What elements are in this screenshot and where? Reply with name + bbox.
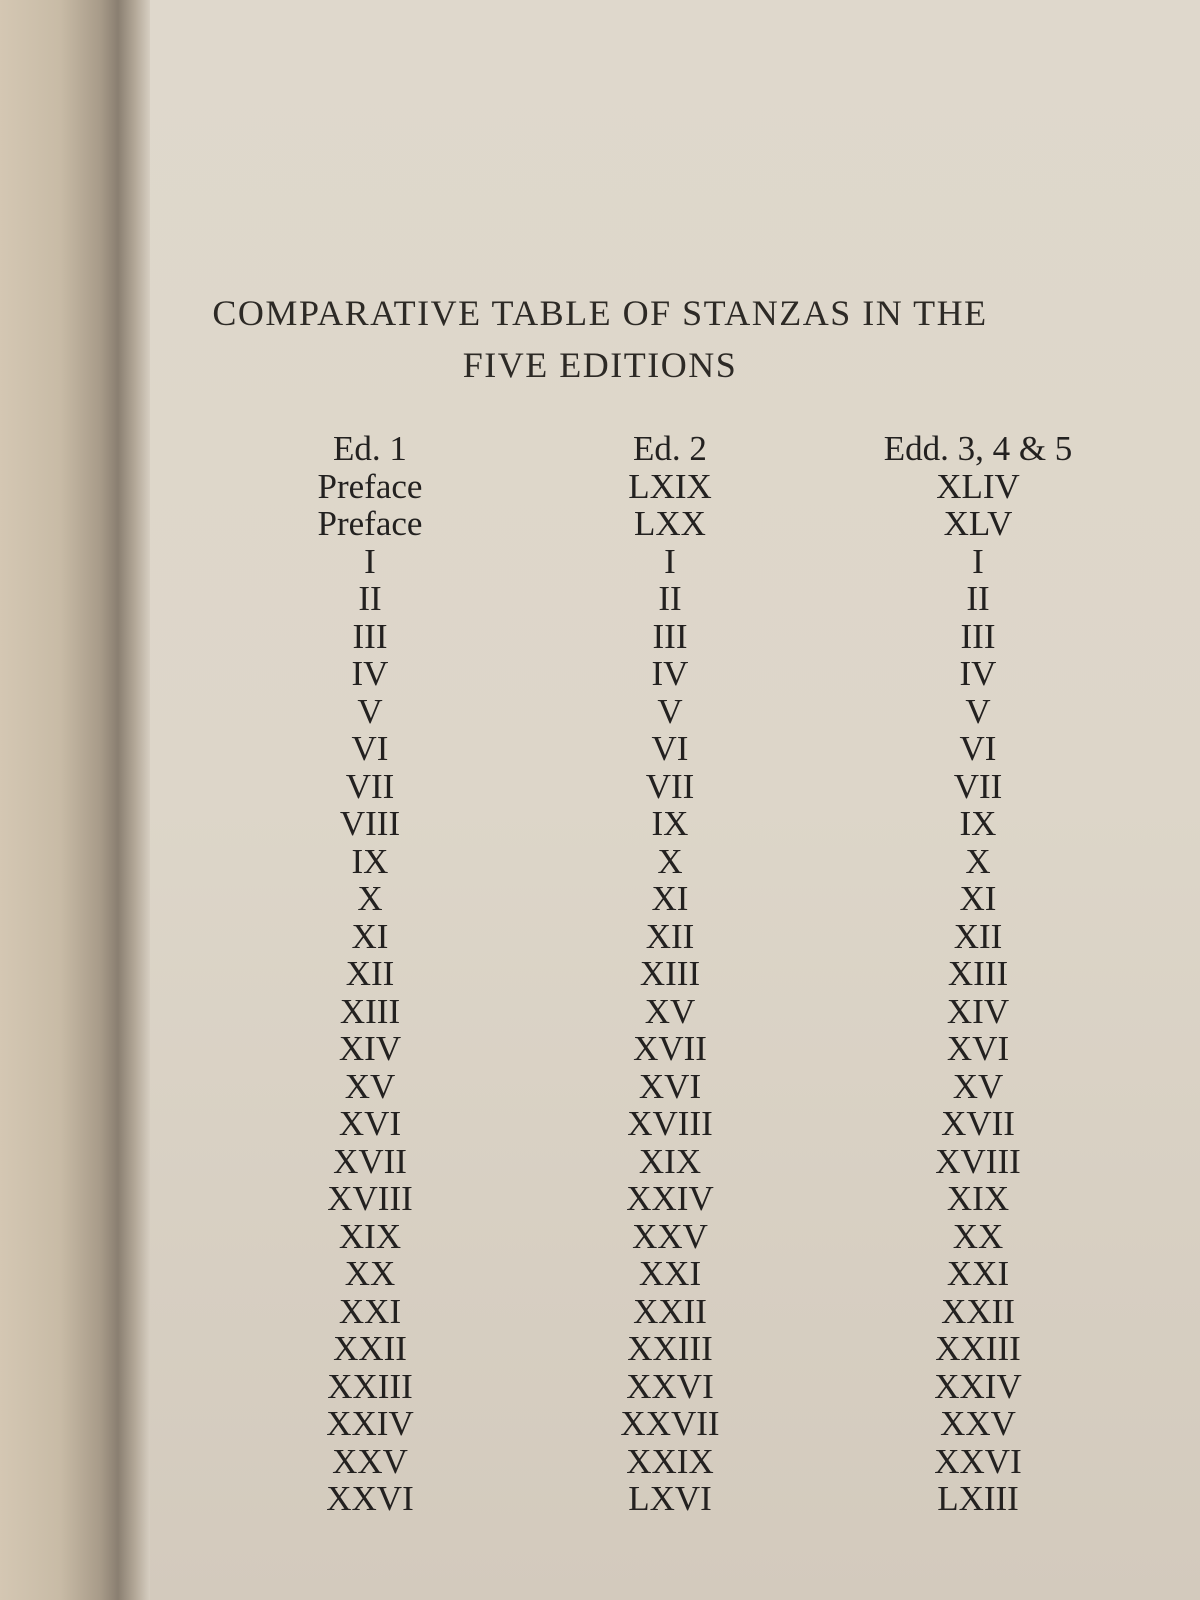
stanza-number: XVIII <box>327 1179 413 1218</box>
stanza-number: IV <box>959 654 997 693</box>
stanza-number: I <box>972 541 984 581</box>
stanza-number: XXIV <box>326 1404 414 1443</box>
stanza-number: II <box>658 579 682 618</box>
stanza-number: VII <box>953 766 1003 806</box>
stanza-number: V <box>357 691 383 731</box>
stanza-number: V <box>657 691 683 731</box>
stanza-number: XX <box>344 1254 396 1293</box>
stanza-number: XIV <box>338 1029 402 1068</box>
stanza-number: XXII <box>333 1329 407 1368</box>
column-ed-2 <box>590 430 750 1518</box>
book-gutter-shadow <box>0 0 150 1600</box>
stanza-number: LXIII <box>937 1479 1019 1518</box>
stanza-number: XXIV <box>934 1366 1022 1406</box>
stanza-number: XI <box>959 879 997 918</box>
stanza-number: I <box>364 541 376 581</box>
stanza-number: V <box>965 691 991 731</box>
stanza-number: VI <box>651 729 689 768</box>
stanza-number: XII <box>953 916 1003 956</box>
stanza-number: IV <box>651 654 689 693</box>
stanza-number: XXVI <box>934 1441 1022 1481</box>
stanza-number: II <box>358 579 382 618</box>
stanza-number: III <box>352 616 388 656</box>
stanza-number: XXIII <box>627 1329 713 1368</box>
stanza-number: XIII <box>947 954 1009 993</box>
column-heading: Edd. 3, 4 & 5 <box>883 429 1073 468</box>
stanza-number: XI <box>651 879 689 918</box>
stanza-number: XXII <box>633 1291 707 1331</box>
stanza-number: XV <box>952 1066 1004 1106</box>
stanza-number: XXVI <box>326 1479 414 1518</box>
stanza-number: XVI <box>638 1066 702 1106</box>
stanza-number: X <box>657 841 683 881</box>
table-title-line-2: FIVE EDITIONS <box>462 345 738 385</box>
stanza-number: XXVII <box>620 1404 720 1443</box>
column-heading: Ed. 1 <box>333 429 407 468</box>
stanza-number: XVIII <box>935 1141 1021 1181</box>
stanza-number: XVIII <box>627 1104 713 1143</box>
stanza-number: XII <box>645 916 695 956</box>
stanza-number: X <box>965 841 991 881</box>
stanza-number: XIII <box>339 991 401 1031</box>
stanza-number: XXIII <box>935 1329 1021 1368</box>
stanza-number: XVII <box>333 1141 407 1181</box>
stanza-number: XXV <box>332 1441 408 1481</box>
stanza-number: XIX <box>638 1141 702 1181</box>
stanza-number: XXV <box>632 1216 708 1256</box>
stanza-number: XVII <box>941 1104 1015 1143</box>
stanza-number: LXIX <box>628 466 712 506</box>
stanza-number: XIII <box>639 954 701 993</box>
stanza-number: VII <box>345 766 395 806</box>
stanza-number: XXIV <box>626 1179 714 1218</box>
stanza-number: XVI <box>946 1029 1010 1068</box>
column-heading: Ed. 2 <box>633 429 707 468</box>
stanza-number: XIX <box>338 1216 402 1256</box>
stanza-number: II <box>966 579 990 618</box>
stanza-number: IX <box>651 804 689 843</box>
stanza-number: XIX <box>946 1179 1010 1218</box>
stanza-number: VIII <box>339 804 401 843</box>
stanza-number: XII <box>345 954 395 993</box>
stanza-number: LXVI <box>628 1479 712 1518</box>
stanza-number: III <box>652 616 688 656</box>
stanza-number: XLIV <box>936 466 1020 506</box>
column-edd-3-4-5 <box>858 430 1098 1518</box>
stanza-number: XVI <box>338 1104 402 1143</box>
stanza-number: VII <box>645 766 695 806</box>
stanza-number: XX <box>952 1216 1004 1256</box>
stanza-number: XXI <box>946 1254 1010 1293</box>
stanza-number: XLV <box>943 504 1013 543</box>
stanza-number: XV <box>644 991 696 1031</box>
stanza-number: XI <box>351 916 389 956</box>
stanza-number: LXX <box>634 504 706 543</box>
column-ed-1 <box>290 430 450 1518</box>
stanza-number: IX <box>959 804 997 843</box>
table-title-line-1: COMPARATIVE TABLE OF STANZAS IN THE <box>212 293 988 333</box>
stanza-number: XXI <box>638 1254 702 1293</box>
stanza-number: X <box>357 879 383 918</box>
stanza-number: I <box>664 541 676 581</box>
stanza-number: XXIII <box>327 1366 413 1406</box>
stanza-number: XXIX <box>626 1441 714 1481</box>
stanza-number: XXI <box>338 1291 402 1331</box>
stanza-number: XIV <box>946 991 1010 1031</box>
stanza-number: IX <box>351 841 389 881</box>
stanza-number: XXV <box>940 1404 1016 1443</box>
stanza-number: XXII <box>941 1291 1015 1331</box>
stanza-number: IV <box>351 654 389 693</box>
stanza-number: III <box>960 616 996 656</box>
stanza-number: Preface <box>317 466 423 506</box>
stanza-number: XV <box>344 1066 396 1106</box>
stanza-number: VI <box>959 729 997 768</box>
stanza-number: VI <box>351 729 389 768</box>
stanza-number: Preface <box>317 504 423 543</box>
stanza-number: XXVI <box>626 1366 714 1406</box>
stanza-number: XVII <box>633 1029 707 1068</box>
